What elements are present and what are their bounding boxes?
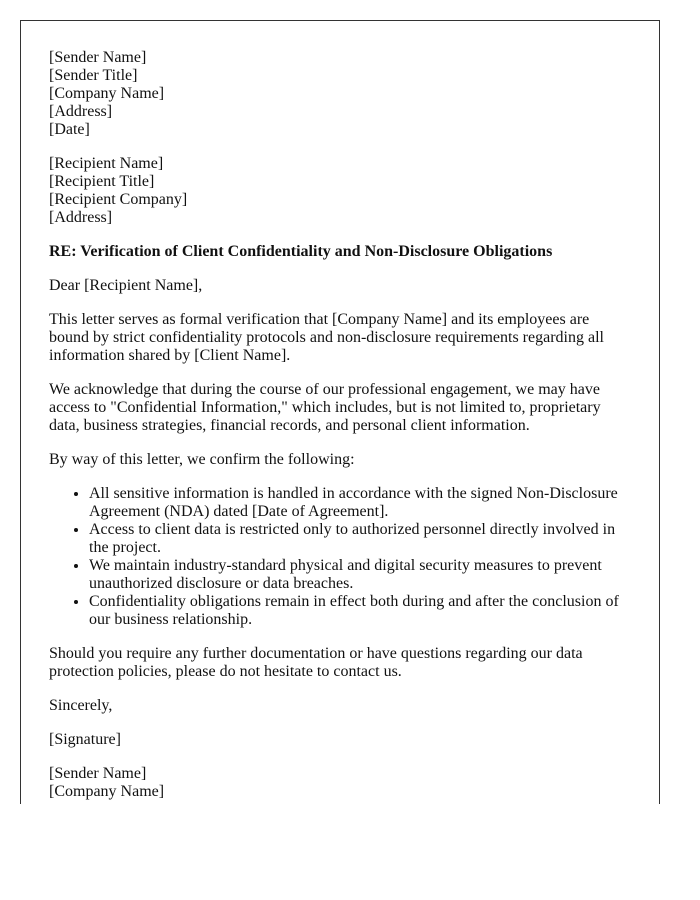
list-item: • All sensitive information is handled in accordance with the signed Non-Disclosure Agreement (NDA) dated [Date of Agreement]. <box>89 485 631 521</box>
subject-line: RE: Verification of Client Confidentiality and Non-Disclosure Obligations <box>49 243 553 260</box>
list-item: • Access to client data is restricted only to authorized personnel directly involved in the project. <box>89 521 631 557</box>
sender-name: [Sender Name] <box>49 49 147 66</box>
letter-date: [Date] <box>49 121 90 138</box>
sender-address: [Address] <box>49 103 113 120</box>
sender-company: [Company Name] <box>49 85 165 102</box>
letter-page <box>20 20 660 804</box>
list-item: • Confidentiality obligations remain in effect both during and after the conclusion of our business relationship. <box>89 593 631 629</box>
recipient-address: [Address] <box>49 209 113 226</box>
sender-title: [Sender Title] <box>49 67 138 84</box>
closing-paragraph: Should you require any further documentation or have questions regarding our data protection policies, please do not hesitate to contact us. <box>49 645 583 680</box>
body-paragraph: We acknowledge that during the course of our professional engagement, we may have access to "Confidential Information," which includes, but is not limited to, proprietary data, business strategies, financial records, and personal client information. <box>49 381 601 434</box>
body-paragraph: By way of this letter, we confirm the following: <box>49 451 355 468</box>
recipient-block <box>49 155 631 227</box>
signature: [Signature] <box>49 731 121 748</box>
confirmation-list <box>49 485 631 629</box>
salutation: Dear [Recipient Name], <box>49 277 203 294</box>
signoff-name: [Sender Name] <box>49 765 147 782</box>
sender-block <box>49 49 631 139</box>
recipient-title: [Recipient Title] <box>49 173 155 190</box>
list-item: • We maintain industry-standard physical and digital security measures to prevent unauthorized disclosure or data breaches. <box>89 557 631 593</box>
closing: Sincerely, <box>49 697 113 714</box>
recipient-name: [Recipient Name] <box>49 155 164 172</box>
recipient-company: [Recipient Company] <box>49 191 188 208</box>
body-paragraph: This letter serves as formal verification that [Company Name] and its employees are bound by strict confidentiality protocols and non-disclosure requirements regarding all information shared by [Client Name]. <box>49 311 604 364</box>
signoff-company: [Company Name] <box>49 783 165 800</box>
